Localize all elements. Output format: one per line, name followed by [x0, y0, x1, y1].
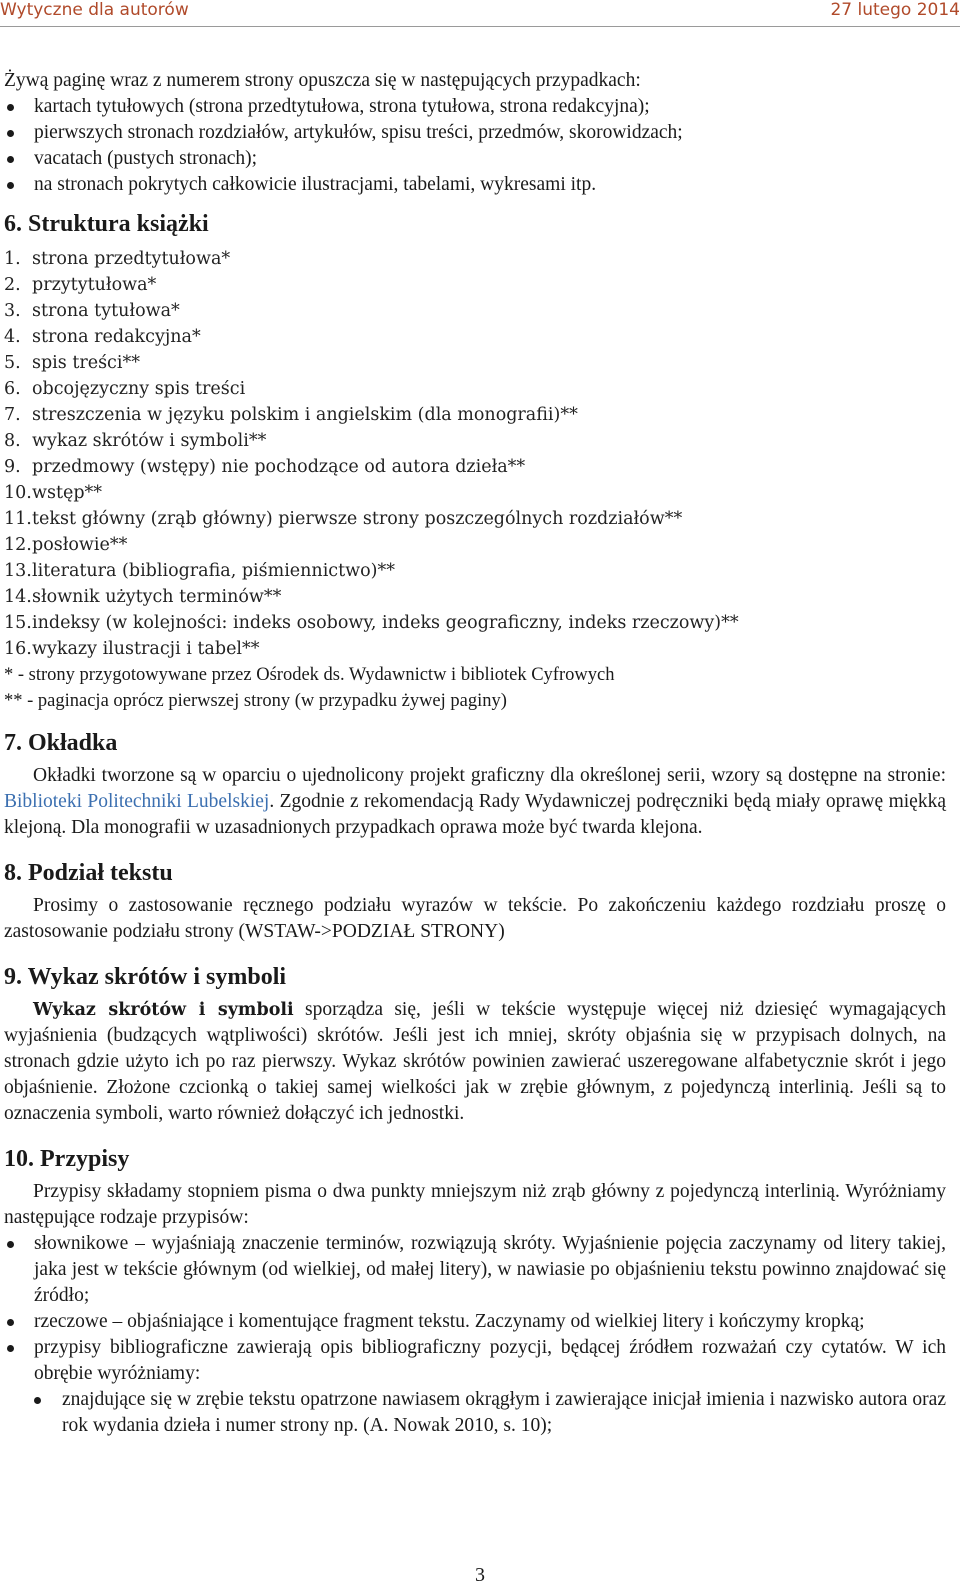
- list-item: słownikowe – wyjaśniają znaczenie terminów, rozwiązują skróty. Wyjaśnienie pojęcia zaczynamy od litery takiej, jaka jest w tekście głównym (od wielkiej, od małej litery), w nawiasie po objaśnieniu tekstu powinno znajdować się źródło;: [4, 1231, 946, 1309]
- structure-list-item: [4, 454, 946, 480]
- item-text: spis treści**: [32, 353, 140, 373]
- item-number: 12.: [4, 535, 32, 555]
- intro-text: Żywą paginę wraz z numerem strony opuszcza się w następujących przypadkach:: [4, 70, 641, 91]
- item-text: tekst główny (zrąb główny) pierwsze strony poszczególnych rozdziałów**: [32, 509, 683, 529]
- structure-list-item: [4, 376, 946, 402]
- list-item: przypisy bibliograficzne zawierają opis bibliograficzny pozycji, będącej źródłem rozważań czy cytatów. W ich obrębie wyróżniamy:: [4, 1335, 946, 1387]
- item-number: 10.: [4, 483, 32, 503]
- footnote-double-star: ** - paginacja oprócz pierwszej strony (w przypadku żywej paginy): [4, 691, 507, 711]
- item-text: strona tytułowa*: [32, 301, 180, 321]
- structure-list-item: [4, 246, 946, 272]
- section-6-heading: 6. Struktura książki: [4, 211, 209, 237]
- list-item: znajdujące się w zrębie tekstu opatrzone nawiasem okrągłym i zawierające inicjał imienia i nazwisko autora oraz rok wydania dzieła i numer strony np. (A. Nowak 2010, s. 10);: [4, 1387, 946, 1439]
- section-9-paragraph: Wykaz skrótów i symboli sporządza się, jeśli w tekście występuje więcej niż dziesięć wymagających wyjaśnienia (budzących wątpliwości) skrótów. Jeśli jest ich mniej, skróty objaśnia się w przypisach dolnych, na stronach gdzie użyto ich po raz pierwszy. Wykaz skrótów powinien zawierać uszeregowane alfabetycznie skrót i jego objaśnienie. Złożone czcionką o takiej samej wielkości jak w zrębie głównym, z pojedynczą interlinią. Jeśli są to oznaczenia symboli, warto również dołączyć ich jednostki.: [4, 999, 947, 1124]
- structure-list-item: [4, 272, 946, 298]
- item-text: indeksy (w kolejności: indeks osobowy, indeks geograficzny, indeks rzeczowy)**: [32, 613, 739, 633]
- item-text: przytytułowa*: [32, 275, 157, 295]
- item-text: wykazy ilustracji i tabel**: [32, 639, 260, 659]
- structure-list-item: [4, 584, 946, 610]
- item-number: 9.: [4, 457, 21, 477]
- bold-term: Wykaz skrótów i symboli: [33, 1000, 294, 1020]
- item-number: 11.: [4, 509, 32, 529]
- item-text: przedmowy (wstępy) nie pochodzące od autora dzieła**: [32, 457, 526, 477]
- section-8-heading: 8. Podział tekstu: [4, 860, 173, 886]
- footnote-single-star: * - strony przygotowywane przez Ośrodek ds. Wydawnictw i bibliotek Cyfrowych: [4, 665, 615, 685]
- running-header: [0, 0, 960, 27]
- list-item: na stronach pokrytych całkowicie ilustracjami, tabelami, wykresami itp.: [4, 172, 946, 198]
- structure-list-item: [4, 324, 946, 350]
- item-text: wstęp**: [32, 483, 103, 503]
- list-item: rzeczowe – objaśniające i komentujące fragment tekstu. Zaczynamy od wielkiej litery i kończymy kropką;: [4, 1309, 946, 1335]
- intro-bullet-list: [4, 94, 946, 198]
- page-content: [4, 68, 946, 1439]
- footnote-types-list: [4, 1231, 946, 1387]
- structure-list: [4, 246, 946, 662]
- item-text: wykaz skrótów i symboli**: [32, 431, 267, 451]
- structure-list-item: [4, 428, 946, 454]
- item-text: słownik użytych terminów**: [32, 587, 282, 607]
- item-number: 7.: [4, 405, 21, 425]
- item-number: 6.: [4, 379, 21, 399]
- item-number: 2.: [4, 275, 21, 295]
- header-title: Wytyczne dla autorów: [0, 0, 189, 20]
- item-text: streszczenia w języku polskim i angielskim (dla monografii)**: [32, 405, 578, 425]
- section-10-paragraph: Przypisy składamy stopniem pisma o dwa punkty mniejszym niż zrąb główny z pojedynczą interlinią. Wyróżniamy następujące rodzaje przypisów:: [4, 1181, 946, 1228]
- item-number: 14.: [4, 587, 32, 607]
- item-text: strona redakcyjna*: [32, 327, 201, 347]
- item-number: 16.: [4, 639, 32, 659]
- item-number: 8.: [4, 431, 21, 451]
- structure-list-item: [4, 402, 946, 428]
- section-10-heading: 10. Przypisy: [4, 1146, 130, 1172]
- item-number: 3.: [4, 301, 21, 321]
- item-text: strona przedtytułowa*: [32, 249, 231, 269]
- item-number: 13.: [4, 561, 32, 581]
- structure-list-item: [4, 506, 946, 532]
- structure-list-item: [4, 636, 946, 662]
- structure-list-item: [4, 610, 946, 636]
- section-9-heading: 9. Wykaz skrótów i symboli: [4, 964, 287, 990]
- section-7-heading: 7. Okładka: [4, 730, 118, 756]
- bibliographic-subtypes-list: [4, 1387, 946, 1439]
- section-7-paragraph: Okładki tworzone są w oparciu o ujednolicony projekt graficzny dla określonej serii, wzory są dostępne na stronie: Biblioteki Politechniki Lubelskiej. Zgodnie z rekomendacją Rady Wydawniczej podręczniki będą miały oprawę miękką klejoną. Dla monografii w uzasadnionych przypadkach oprawa może być twarda klejona.: [4, 765, 946, 838]
- structure-list-item: [4, 532, 946, 558]
- list-item: pierwszych stronach rozdziałów, artykułów, spisu treści, przedmów, skorowidzach;: [4, 120, 946, 146]
- item-text: posłowie**: [32, 535, 128, 555]
- library-link[interactable]: Biblioteki Politechniki Lubelskiej: [4, 791, 270, 812]
- header-date: 27 lutego 2014: [830, 0, 960, 20]
- structure-list-item: [4, 558, 946, 584]
- item-text: literatura (bibliografia, piśmiennictwo)**: [32, 561, 395, 581]
- page-number: 3: [475, 1564, 485, 1586]
- section-8-paragraph: Prosimy o zastosowanie ręcznego podziału wyrazów w tekście. Po zakończeniu każdego rozdziału proszę o zastosowanie podziału strony (WSTAW->PODZIAŁ STRONY): [4, 895, 946, 942]
- list-item: kartach tytułowych (strona przedtytułowa, strona tytułowa, strona redakcyjna);: [4, 94, 946, 120]
- item-number: 5.: [4, 353, 21, 373]
- item-number: 15.: [4, 613, 32, 633]
- structure-list-item: [4, 298, 946, 324]
- structure-list-item: [4, 350, 946, 376]
- list-item: vacatach (pustych stronach);: [4, 146, 946, 172]
- item-text: obcojęzyczny spis treści: [32, 379, 246, 399]
- item-number: 1.: [4, 249, 21, 269]
- item-number: 4.: [4, 327, 21, 347]
- structure-list-item: [4, 480, 946, 506]
